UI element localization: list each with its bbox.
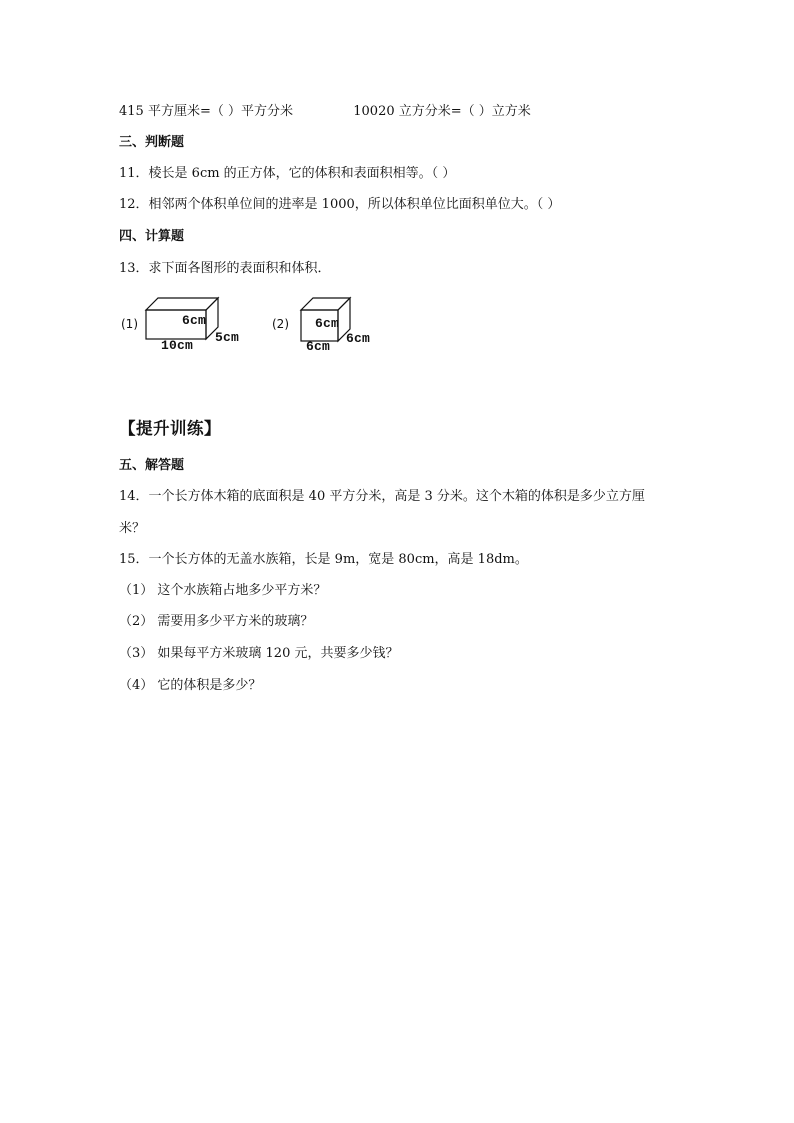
question-14-line-2: 米？ [119, 521, 146, 536]
question-15-sub-2: （2） 需要用多少平方米的玻璃？ [119, 614, 314, 629]
question-15-sub-3: （3） 如果每平方米玻璃 120 元，共要多少钱？ [119, 646, 399, 661]
question-15-sub-1: （1） 这个水族箱占地多少平方米？ [119, 583, 327, 598]
section-3-title: 三、判断题 [119, 135, 185, 150]
question-15-sub-4: （4） 它的体积是多少？ [119, 678, 262, 693]
question-14-line-1: 14．一个长方体木箱的底面积是 40 平方分米，高是 3 分米。这个木箱的体积是多少立方厘 [119, 489, 645, 504]
figure-1-width-label: 5cm [215, 330, 240, 345]
conversion-left: 415 平方厘米=（ ）平方分米 [119, 104, 293, 119]
question-11: 11．棱长是 6cm 的正方体，它的体积和表面积相等。（ ） [119, 166, 456, 181]
figure-1-height-label: 6cm [182, 313, 207, 328]
figure-2-width-label: 6cm [346, 331, 371, 346]
conversion-row [119, 103, 531, 121]
figure-1-label: (1) [121, 317, 138, 331]
figure-1-length-label: 10cm [161, 338, 194, 353]
training-title: 【提升训练】 [119, 419, 221, 438]
question-15: 15．一个长方体的无盖水族箱，长是 9m，宽是 80cm，高是 18dm。 [119, 552, 528, 567]
cube-2-top-face [301, 298, 350, 310]
figure-2-label: (2) [272, 317, 289, 331]
figure-2-height-label: 6cm [315, 316, 340, 331]
section-5-title: 五、解答题 [119, 458, 185, 473]
section-4-title: 四、计算题 [119, 229, 185, 244]
figure-2-length-label: 6cm [306, 339, 331, 354]
conversion-right: 10020 立方分米=（ ）立方米 [353, 104, 531, 119]
question-13: 13．求下面各图形的表面积和体积． [119, 261, 331, 276]
question-12: 12．相邻两个体积单位间的进率是 1000，所以体积单位比面积单位大。（ ） [119, 197, 561, 212]
